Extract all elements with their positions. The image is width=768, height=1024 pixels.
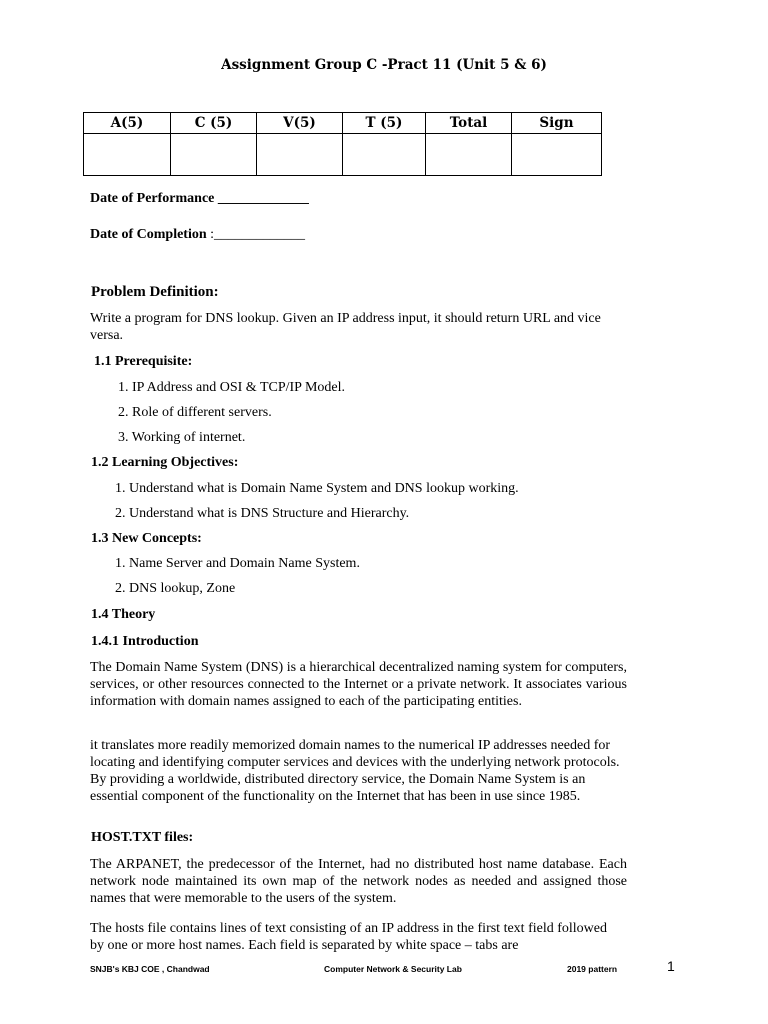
cell-v [257, 134, 343, 176]
theory-heading: 1.4 Theory [91, 607, 156, 622]
date-of-completion [90, 227, 305, 243]
marks-table-header-row [84, 113, 602, 134]
host-txt-paragraph-1: The ARPANET, the predecessor of the Internet, had no distributed host name database. Each network node maintained its own map of the network nodes as needed and assigned those names that were memorable to the users of the system. [90, 857, 627, 906]
document-title: Assignment Group C -Pract 11 (Unit 5 & 6) [221, 57, 547, 73]
marks-table-entry-row [84, 134, 602, 176]
footer-course: Computer Network & Security Lab [324, 964, 462, 974]
introduction-paragraph-1: The Domain Name System (DNS) is a hierarchical decentralized naming system for computers, services, or other resources connected to the Internet or a private network. It associates various information with domain names assigned to each of the participating entities. [90, 660, 627, 709]
introduction-paragraph-2: it translates more readily memorized domain names to the numerical IP addresses needed for locating and identifying computer services and devices with the underlying network protocols. By providing a worldwide, distributed directory service, the Domain Name System is an essential component of the functionality on the Internet that has been in use since 1985. [90, 738, 620, 804]
date-of-performance: Date of Performance _____________ [90, 191, 309, 206]
cell-c [171, 134, 257, 176]
learning-objectives-heading: 1.2 Learning Objectives: [91, 455, 239, 470]
learning-objective-item: 1. Understand what is Domain Name System and DNS lookup working. [115, 481, 519, 496]
new-concepts-heading: 1.3 New Concepts: [91, 531, 202, 546]
prerequisite-item: 1. IP Address and OSI & TCP/IP Model. [118, 380, 345, 395]
header-total: Total [426, 113, 512, 134]
problem-definition-heading: Problem Definition: [91, 284, 219, 300]
prerequisite-heading: 1.1 Prerequisite: [94, 354, 193, 369]
page-number: 1 [667, 958, 675, 974]
marks-table [83, 112, 602, 176]
problem-definition-text: Write a program for DNS lookup. Given an IP address input, it should return URL and vice versa. [90, 311, 601, 343]
cell-a [84, 134, 171, 176]
footer-institution: SNJB's KBJ COE , Chandwad [90, 964, 210, 974]
host-txt-heading: HOST.TXT files: [91, 830, 194, 845]
learning-objective-item: 2. Understand what is DNS Structure and Hierarchy. [115, 506, 410, 521]
cell-total [426, 134, 512, 176]
header-a: A(5) [84, 113, 171, 134]
header-t: T (5) [343, 113, 426, 134]
footer-pattern: 2019 pattern [567, 964, 618, 974]
header-v: V(5) [257, 113, 343, 134]
header-c: C (5) [171, 113, 257, 134]
introduction-heading: 1.4.1 Introduction [91, 634, 199, 649]
cell-sign [512, 134, 602, 176]
new-concept-item: 1. Name Server and Domain Name System. [115, 556, 360, 571]
date-of-completion-label: Date of Completion [90, 227, 211, 242]
date-of-completion-value: :_____________ [210, 227, 306, 242]
host-txt-paragraph-2: The hosts file contains lines of text consisting of an IP address in the first text field followed by one or more host names. Each field is separated by white space – tabs are [90, 921, 607, 953]
new-concept-item: 2. DNS lookup, Zone [115, 581, 236, 596]
cell-t [343, 134, 426, 176]
prerequisite-item: 3. Working of internet. [118, 430, 246, 445]
header-sign: Sign [512, 113, 602, 134]
prerequisite-item: 2. Role of different servers. [118, 405, 272, 420]
